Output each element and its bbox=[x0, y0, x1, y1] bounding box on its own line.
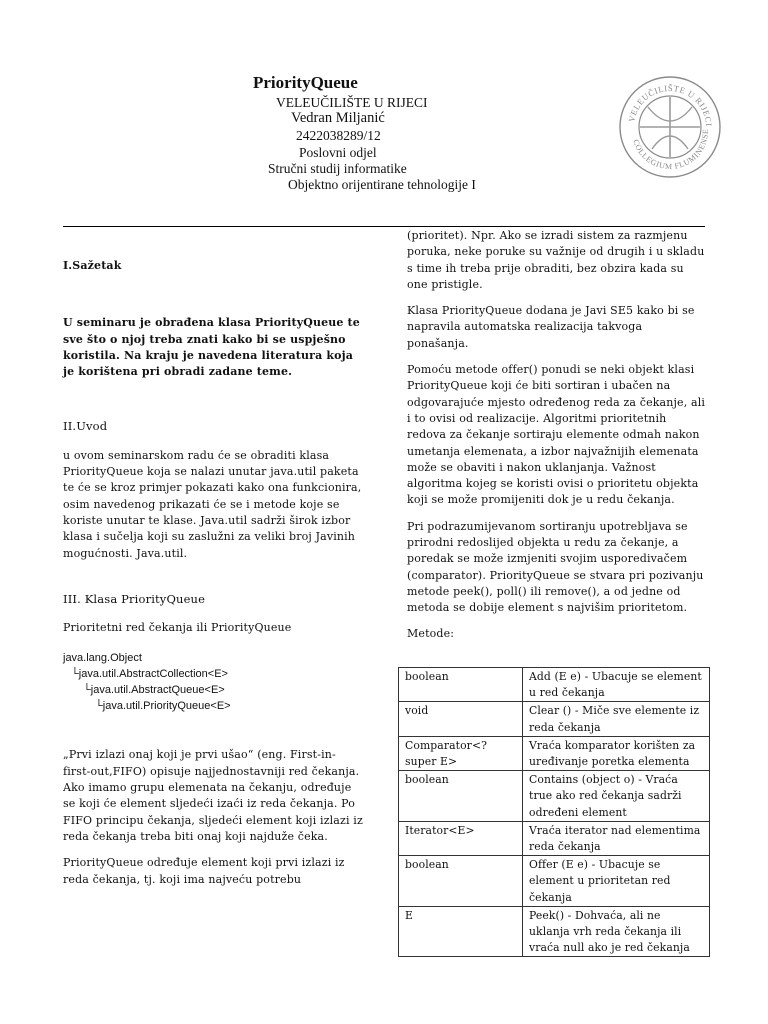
method-description: Add (E e) - Ubacuje se element u red čekanja bbox=[523, 668, 710, 702]
table-row bbox=[399, 771, 710, 822]
method-return-type: boolean bbox=[399, 668, 523, 702]
intro-text: u ovom seminarskom radu će se obraditi klasa PriorityQueue koja se nalazi unutar java.util paketa te će se kroz primjer pokazati kako ona funkcionira, osim navedenog prikazati će se i metode koje se koriste unutar te klase. Java.util sadrži širok izbor klasa i sučelja koji su zaslužni za veliki broj Javinih mogućnosti. Java.util. bbox=[63, 448, 362, 560]
methods-table bbox=[398, 667, 710, 957]
method-description: Offer (E e) - Ubacuje se element u prioritetan red čekanja bbox=[523, 856, 710, 907]
student-id: 2422038289/12 bbox=[296, 128, 381, 143]
method-description: Vraća komparator korišten za uređivanje poretka elementa bbox=[523, 736, 710, 770]
document-title: PriorityQueue bbox=[253, 73, 358, 92]
hierarchy-item: └java.util.AbstractCollection<E> bbox=[71, 668, 228, 681]
study-program: Stručni studij informatike bbox=[268, 161, 407, 176]
offer-paragraph: Pomoću metode offer() ponudi se neki objekt klasi PriorityQueue koji će biti sortiran i ubačen na odgovarajuće mjesto određenog reda za čekanje, ali i to ovisi od realizacije. Algoritmi prioritetnih redova za čekanje sortiraju elemente odmah nakon umetanja elemenata, a izbor najvažnijih elemenata može se obaviti i nakon uklanjanja. Važnost algoritma kojeg se koristi ovisi o prioritetu objekta koji se može promijeniti dok je u redu čekanja. bbox=[407, 363, 706, 507]
method-return-type: Comparator<?super E> bbox=[399, 736, 523, 770]
author-name: Vedran Miljanić bbox=[291, 110, 385, 126]
table-row bbox=[399, 702, 710, 736]
summary-text: U seminaru je obrađena klasa PriorityQueue te sve što o njoj treba znati kako bi se uspješno koristila. Na kraju je navedena literatura koja je korištena pri obradi zadane teme. bbox=[63, 316, 360, 379]
hierarchy-item: java.lang.Object bbox=[63, 652, 142, 665]
method-description: Vraća iterator nad elementima reda čekanja bbox=[523, 821, 710, 855]
class-intro: Prioritetni red čekanja ili PriorityQueue bbox=[63, 621, 292, 635]
method-return-type: void bbox=[399, 702, 523, 736]
svg-text:VELEUČILIŠTE U RIJECI: VELEUČILIŠTE U RIJECI bbox=[626, 82, 715, 127]
priority-paragraph: PriorityQueue određuje element koji prvi izlazi iz reda čekanja, tj. koji ima najveću potrebu bbox=[63, 856, 345, 886]
table-row bbox=[399, 821, 710, 855]
method-return-type: Iterator<E> bbox=[399, 821, 523, 855]
table-row bbox=[399, 906, 710, 957]
method-description: Contains (object o) - Vraća true ako red čekanja sadrži određeni element bbox=[523, 771, 710, 822]
department: Poslovni odjel bbox=[299, 145, 377, 160]
methods-label: Metode: bbox=[407, 626, 455, 640]
class-heading: III. Klasa PriorityQueue bbox=[63, 591, 206, 606]
table-row bbox=[399, 736, 710, 770]
intro-heading: II.Uvod bbox=[63, 419, 108, 434]
method-description: Clear () - Miče sve elemente iz reda čekanja bbox=[523, 702, 710, 736]
right-column bbox=[407, 228, 707, 642]
course-name: Objektno orijentirane tehnologije I bbox=[288, 177, 476, 192]
hierarchy-item: └java.util.AbstractQueue<E> bbox=[83, 684, 225, 697]
continuation-paragraph: (prioritet). Npr. Ako se izradi sistem za razmjenu poruka, neke poruke su važnije od drugih i u skladu s time ih treba prije obraditi, bez obzira kada su one pristigle. bbox=[407, 229, 705, 291]
university-seal-icon bbox=[618, 75, 722, 179]
class-hierarchy bbox=[63, 650, 363, 714]
hierarchy-item: └java.util.PriorityQueue<E> bbox=[95, 700, 231, 713]
left-column bbox=[63, 228, 363, 888]
default-sort-paragraph: Pri podrazumijevanom sortiranju upotrebljava se prirodni redoslijed objekta u redu za čekanje, a poredak se može izmjeniti svojim usporedivačem (comparator). PriorityQueue se stvara pri pozivanju metode peek(), poll() ili remove(), a od jedne od metoda se dobije element s najvišim prioritetom. bbox=[407, 519, 704, 615]
java-se5-paragraph: Klasa PriorityQueue dodana je Javi SE5 kako bi se napravila automatska realizacija takvoga ponašanja. bbox=[407, 304, 695, 350]
institution-name: VELEUČILIŠTE U RIJECI bbox=[276, 95, 428, 110]
summary-heading: I.Sažetak bbox=[63, 259, 122, 272]
header-divider bbox=[63, 226, 705, 227]
table-row bbox=[399, 856, 710, 907]
method-return-type: E bbox=[399, 906, 523, 957]
fifo-paragraph: „Prvi izlazi onaj koji je prvi ušao“ (eng. First-in-first-out,FIFO) opisuje najjednostavniji red čekanja. Ako imamo grupu elemenata na čekanju, određuje se koji će element sljedeći izaći iz reda čekanja. Po FIFO principu čekanja, sljedeći element koji izlazi iz reda čekanja treba biti onaj koji najduže čeka. bbox=[63, 748, 363, 843]
method-return-type: boolean bbox=[399, 771, 523, 822]
svg-text:COLLEGIUM FLUMINENSE: COLLEGIUM FLUMINENSE bbox=[631, 128, 711, 172]
method-description: Peek() - Dohvaća, ali ne uklanja vrh reda čekanja ili vraća null ako je red čekanja bbox=[523, 906, 710, 957]
method-return-type: boolean bbox=[399, 856, 523, 907]
table-row bbox=[399, 668, 710, 702]
